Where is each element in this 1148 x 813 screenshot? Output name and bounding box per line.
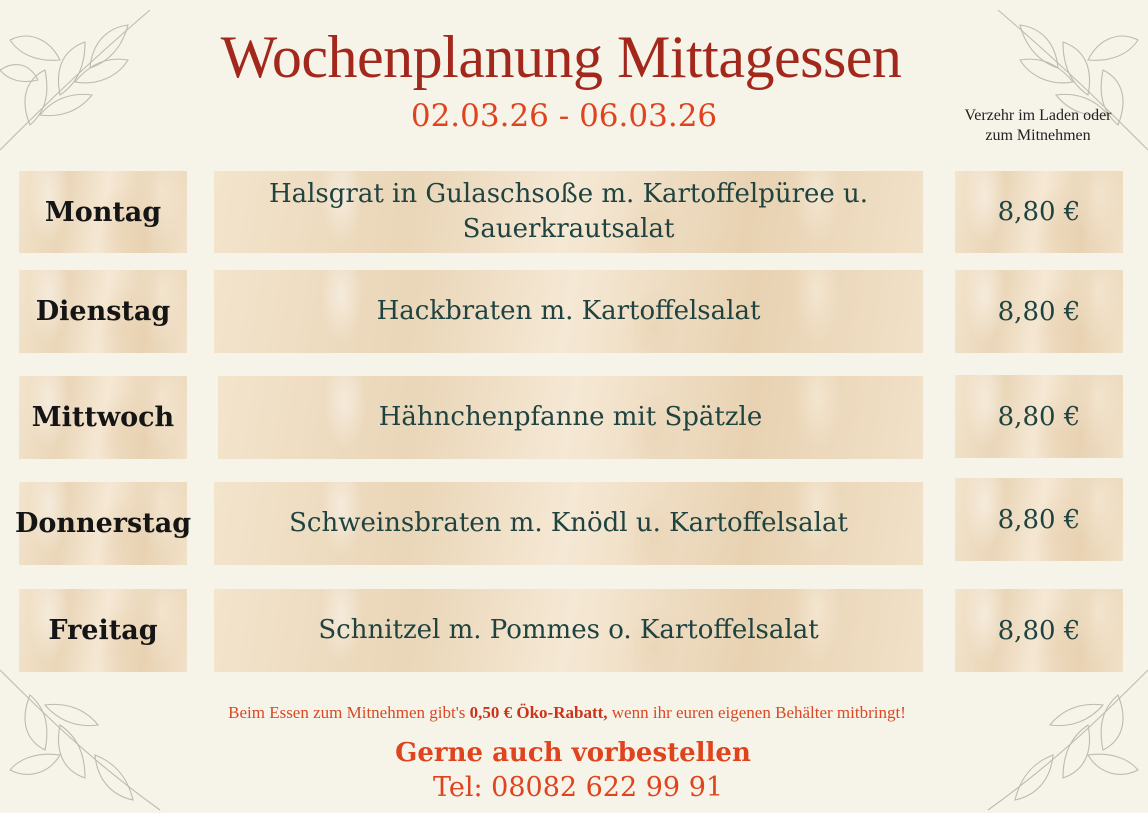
price-text: 8,80 €: [997, 197, 1081, 227]
meal-text: Schnitzel m. Pommes o. Kartoffelsalat: [318, 615, 819, 645]
price-text: 8,80 €: [997, 296, 1081, 327]
day-text: Dienstag: [35, 296, 171, 327]
price-cell: [955, 171, 1123, 253]
meal-text: Halsgrat in Gulaschsoße m. Kartoffelpüree u. Sauerkrautsalat: [268, 179, 869, 244]
price-text: 8,80 €: [997, 401, 1081, 432]
price-cell: [955, 270, 1123, 353]
price-column-header: Verzehr im Laden oder zum Mitnehmen: [964, 107, 1112, 144]
day-text: Freitag: [48, 615, 158, 646]
day-text: Donnerstag: [14, 508, 192, 539]
day-label: [19, 171, 187, 253]
date-range: 02.03.26 - 06.03.26: [410, 98, 718, 134]
meal-text: Hähnchenpfanne mit Spätzle: [378, 402, 763, 432]
price-cell: [955, 375, 1123, 458]
meal-description: [214, 171, 923, 253]
note-text: wenn ihr euren eigenen Behälter mitbringt!: [607, 703, 906, 722]
preorder-heading: Gerne auch vorbestellen: [395, 738, 751, 768]
price-text: 8,80 €: [997, 504, 1081, 535]
day-label: [19, 270, 187, 353]
phone-number: Tel: 08082 622 99 91: [432, 772, 724, 803]
day-text: Montag: [44, 196, 162, 228]
day-text: Mittwoch: [31, 402, 175, 433]
discount-highlight: 0,50 € Öko-Rabatt,: [469, 703, 608, 722]
meal-description: [214, 270, 923, 353]
meal-description: [214, 589, 923, 672]
price-text: 8,80 €: [997, 615, 1081, 646]
day-label: [19, 589, 187, 672]
day-label: [14, 482, 192, 565]
note-text: Beim Essen zum Mitnehmen gibt's: [228, 703, 470, 722]
meal-text: Schweinsbraten m. Knödl u. Kartoffelsalat: [289, 508, 848, 538]
eco-discount-note: [0, 703, 1134, 723]
price-cell: [955, 589, 1123, 672]
meal-text: Hackbraten m. Kartoffelsalat: [376, 296, 761, 326]
price-cell: [955, 478, 1123, 561]
meal-description: [214, 482, 923, 565]
day-label: [19, 376, 187, 459]
page-title: Wochenplanung Mittagessen: [220, 24, 902, 90]
meal-description: [218, 376, 923, 459]
